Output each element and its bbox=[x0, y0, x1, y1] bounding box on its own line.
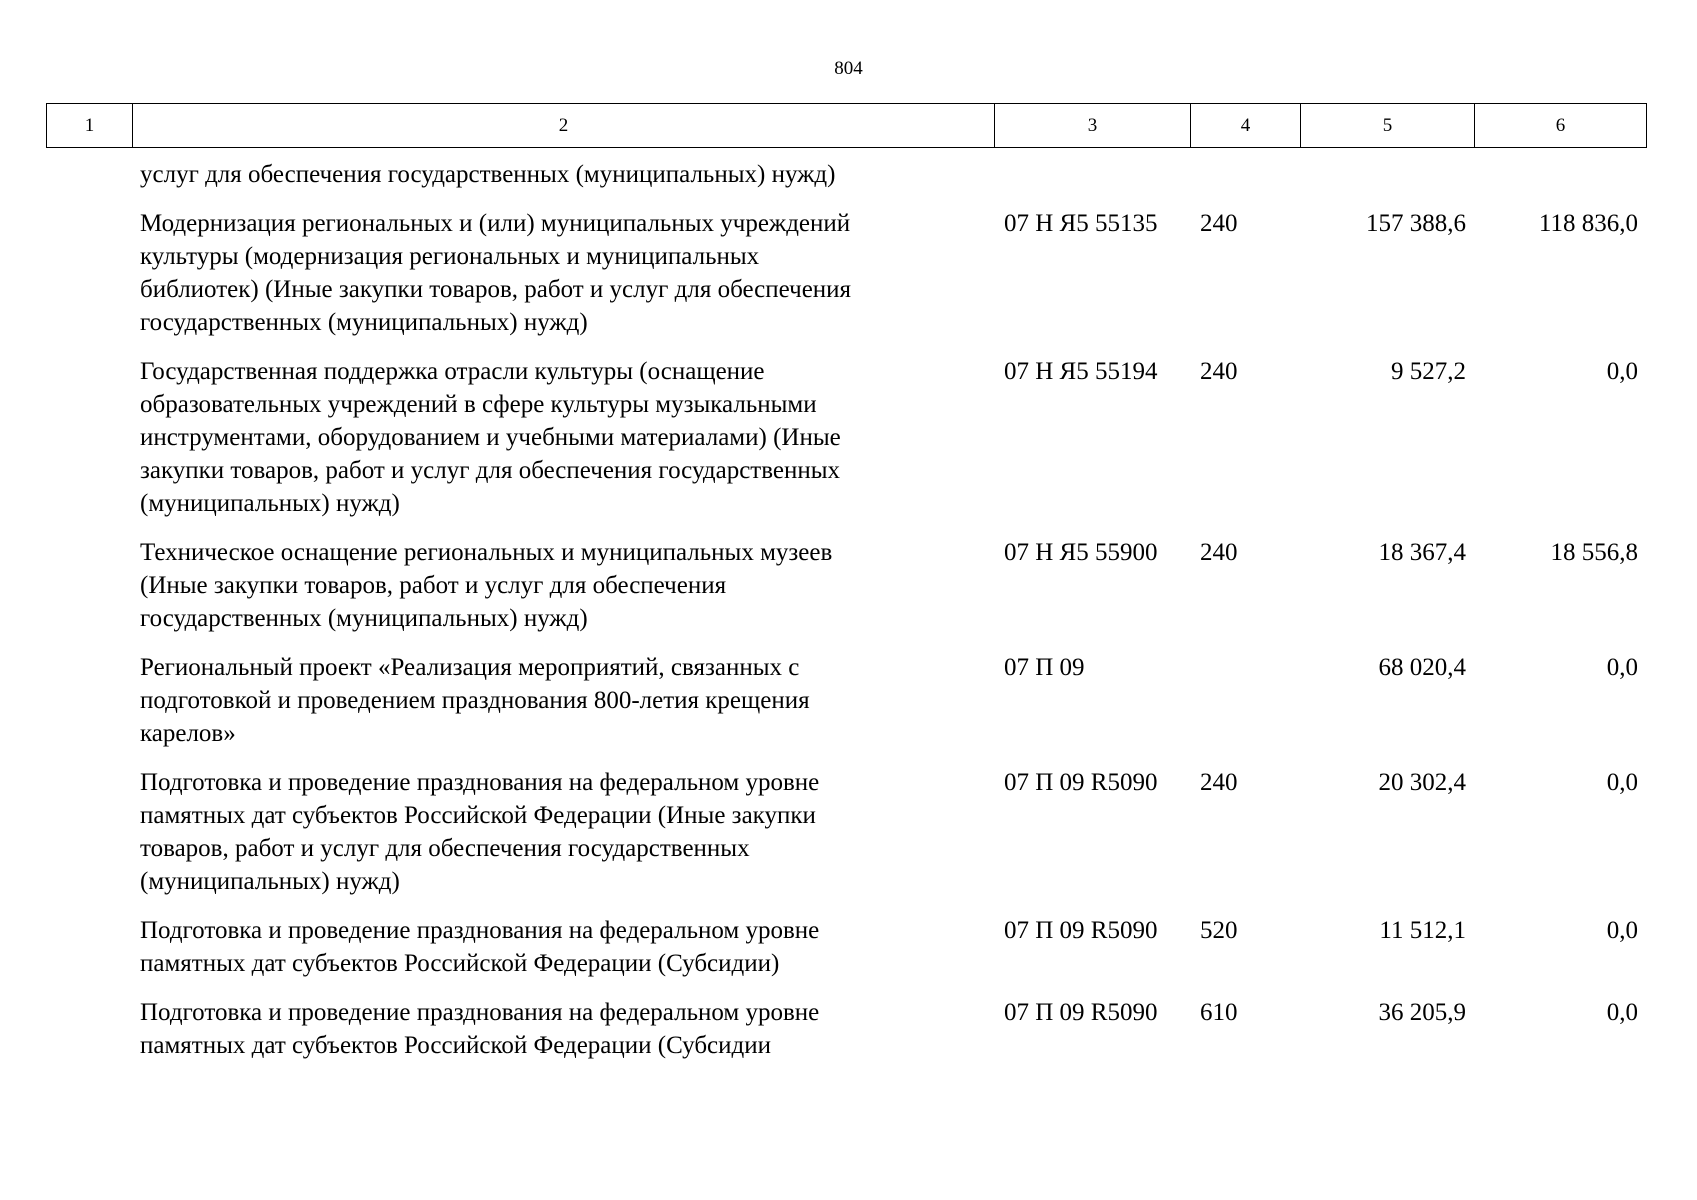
row-description bbox=[132, 207, 994, 339]
row-value-1: 20 302,4 bbox=[1378, 769, 1466, 796]
row-code: 07 П 09 R5090 bbox=[1004, 769, 1158, 796]
description-line: Модернизация региональных и (или) муниципальных учреждений bbox=[140, 210, 851, 237]
row-value-2: 0,0 bbox=[1606, 917, 1638, 944]
table-row bbox=[46, 355, 1646, 520]
row-code bbox=[994, 158, 1190, 191]
description-line: государственных (муниципальных) нужд) bbox=[140, 605, 588, 632]
row-code: 07 П 09 bbox=[1004, 654, 1085, 681]
row-type: 610 bbox=[1200, 999, 1238, 1026]
row-value-1 bbox=[1300, 158, 1474, 191]
description-line: государственных (муниципальных) нужд) bbox=[140, 309, 588, 336]
row-number-cell bbox=[46, 651, 132, 750]
row-description bbox=[132, 996, 994, 1062]
row-type: 240 bbox=[1200, 210, 1238, 237]
column-header-table bbox=[46, 103, 1647, 148]
description-line: памятных дат субъектов Российской Федерации (Субсидии) bbox=[140, 950, 780, 977]
table-body bbox=[46, 158, 1646, 1078]
row-description bbox=[132, 158, 994, 191]
description-line: закупки товаров, работ и услуг для обеспечения государственных bbox=[140, 457, 841, 484]
row-value-1: 36 205,9 bbox=[1378, 999, 1466, 1026]
row-type: 240 bbox=[1200, 769, 1238, 796]
description-line: Подготовка и проведение празднования на федеральном уровне bbox=[140, 917, 820, 944]
description-line: Техническое оснащение региональных и муниципальных музеев bbox=[140, 539, 833, 566]
row-type: 240 bbox=[1200, 539, 1238, 566]
table-row bbox=[46, 158, 1646, 191]
row-code: 07 Н Я5 55194 bbox=[1004, 358, 1158, 385]
description-line: подготовкой и проведением празднования 800-летия крещения bbox=[140, 687, 810, 714]
row-number-cell bbox=[46, 996, 132, 1062]
column-header-5: 5 bbox=[1301, 104, 1475, 148]
row-number-cell bbox=[46, 914, 132, 980]
row-value-2 bbox=[1474, 158, 1646, 191]
row-description bbox=[132, 536, 994, 635]
column-header-row bbox=[47, 104, 1647, 148]
description-line: товаров, работ и услуг для обеспечения государственных bbox=[140, 835, 750, 862]
description-line: (Иные закупки товаров, работ и услуг для обеспечения bbox=[140, 572, 727, 599]
row-value-1: 68 020,4 bbox=[1378, 654, 1466, 681]
row-code: 07 Н Я5 55135 bbox=[1004, 210, 1158, 237]
row-type bbox=[1190, 158, 1300, 191]
column-header-1: 1 bbox=[47, 104, 133, 148]
row-value-2: 0,0 bbox=[1606, 769, 1638, 796]
row-value-1: 9 527,2 bbox=[1391, 358, 1466, 385]
row-value-1: 18 367,4 bbox=[1378, 539, 1466, 566]
description-line: инструментами, оборудованием и учебными материалами) (Иные bbox=[140, 424, 841, 451]
description-line: памятных дат субъектов Российской Федерации (Субсидии bbox=[140, 1032, 772, 1059]
column-header-4: 4 bbox=[1191, 104, 1301, 148]
table-row bbox=[46, 914, 1646, 980]
row-value-2: 0,0 bbox=[1606, 654, 1638, 681]
row-code: 07 П 09 R5090 bbox=[1004, 917, 1158, 944]
row-type bbox=[1190, 651, 1300, 750]
row-value-1: 11 512,1 bbox=[1379, 917, 1466, 944]
row-number-cell bbox=[46, 207, 132, 339]
description-line: культуры (модернизация региональных и муниципальных bbox=[140, 243, 760, 270]
description-line: услуг для обеспечения государственных (муниципальных) нужд) bbox=[140, 161, 836, 188]
row-value-2: 0,0 bbox=[1606, 999, 1638, 1026]
column-header-6: 6 bbox=[1475, 104, 1647, 148]
row-value-2: 0,0 bbox=[1606, 358, 1638, 385]
column-header-3: 3 bbox=[995, 104, 1191, 148]
row-value-2: 118 836,0 bbox=[1538, 210, 1638, 237]
row-description bbox=[132, 766, 994, 898]
row-description bbox=[132, 651, 994, 750]
table-row bbox=[46, 207, 1646, 339]
row-value-1: 157 388,6 bbox=[1366, 210, 1466, 237]
row-description bbox=[132, 355, 994, 520]
description-line: памятных дат субъектов Российской Федерации (Иные закупки bbox=[140, 802, 816, 829]
description-line: Региональный проект «Реализация мероприятий, связанных с bbox=[140, 654, 800, 681]
row-number-cell bbox=[46, 766, 132, 898]
table-row bbox=[46, 996, 1646, 1062]
row-number-cell bbox=[46, 355, 132, 520]
table-row bbox=[46, 651, 1646, 750]
row-code: 07 Н Я5 55900 bbox=[1004, 539, 1158, 566]
row-type: 240 bbox=[1200, 358, 1238, 385]
description-line: Государственная поддержка отрасли культуры (оснащение bbox=[140, 358, 765, 385]
row-number-cell bbox=[46, 158, 132, 191]
row-value-2: 18 556,8 bbox=[1550, 539, 1638, 566]
table-row bbox=[46, 766, 1646, 898]
description-line: карелов» bbox=[140, 720, 236, 747]
description-line: образовательных учреждений в сфере культуры музыкальными bbox=[140, 391, 817, 418]
table-row bbox=[46, 536, 1646, 635]
page-number: 804 bbox=[834, 58, 863, 79]
description-line: (муниципальных) нужд) bbox=[140, 868, 400, 895]
description-line: (муниципальных) нужд) bbox=[140, 490, 400, 517]
description-line: библиотек) (Иные закупки товаров, работ и услуг для обеспечения bbox=[140, 276, 852, 303]
row-number-cell bbox=[46, 536, 132, 635]
row-type: 520 bbox=[1200, 917, 1238, 944]
row-code: 07 П 09 R5090 bbox=[1004, 999, 1158, 1026]
column-header-2: 2 bbox=[133, 104, 995, 148]
description-line: Подготовка и проведение празднования на федеральном уровне bbox=[140, 769, 820, 796]
row-description bbox=[132, 914, 994, 980]
description-line: Подготовка и проведение празднования на федеральном уровне bbox=[140, 999, 820, 1026]
